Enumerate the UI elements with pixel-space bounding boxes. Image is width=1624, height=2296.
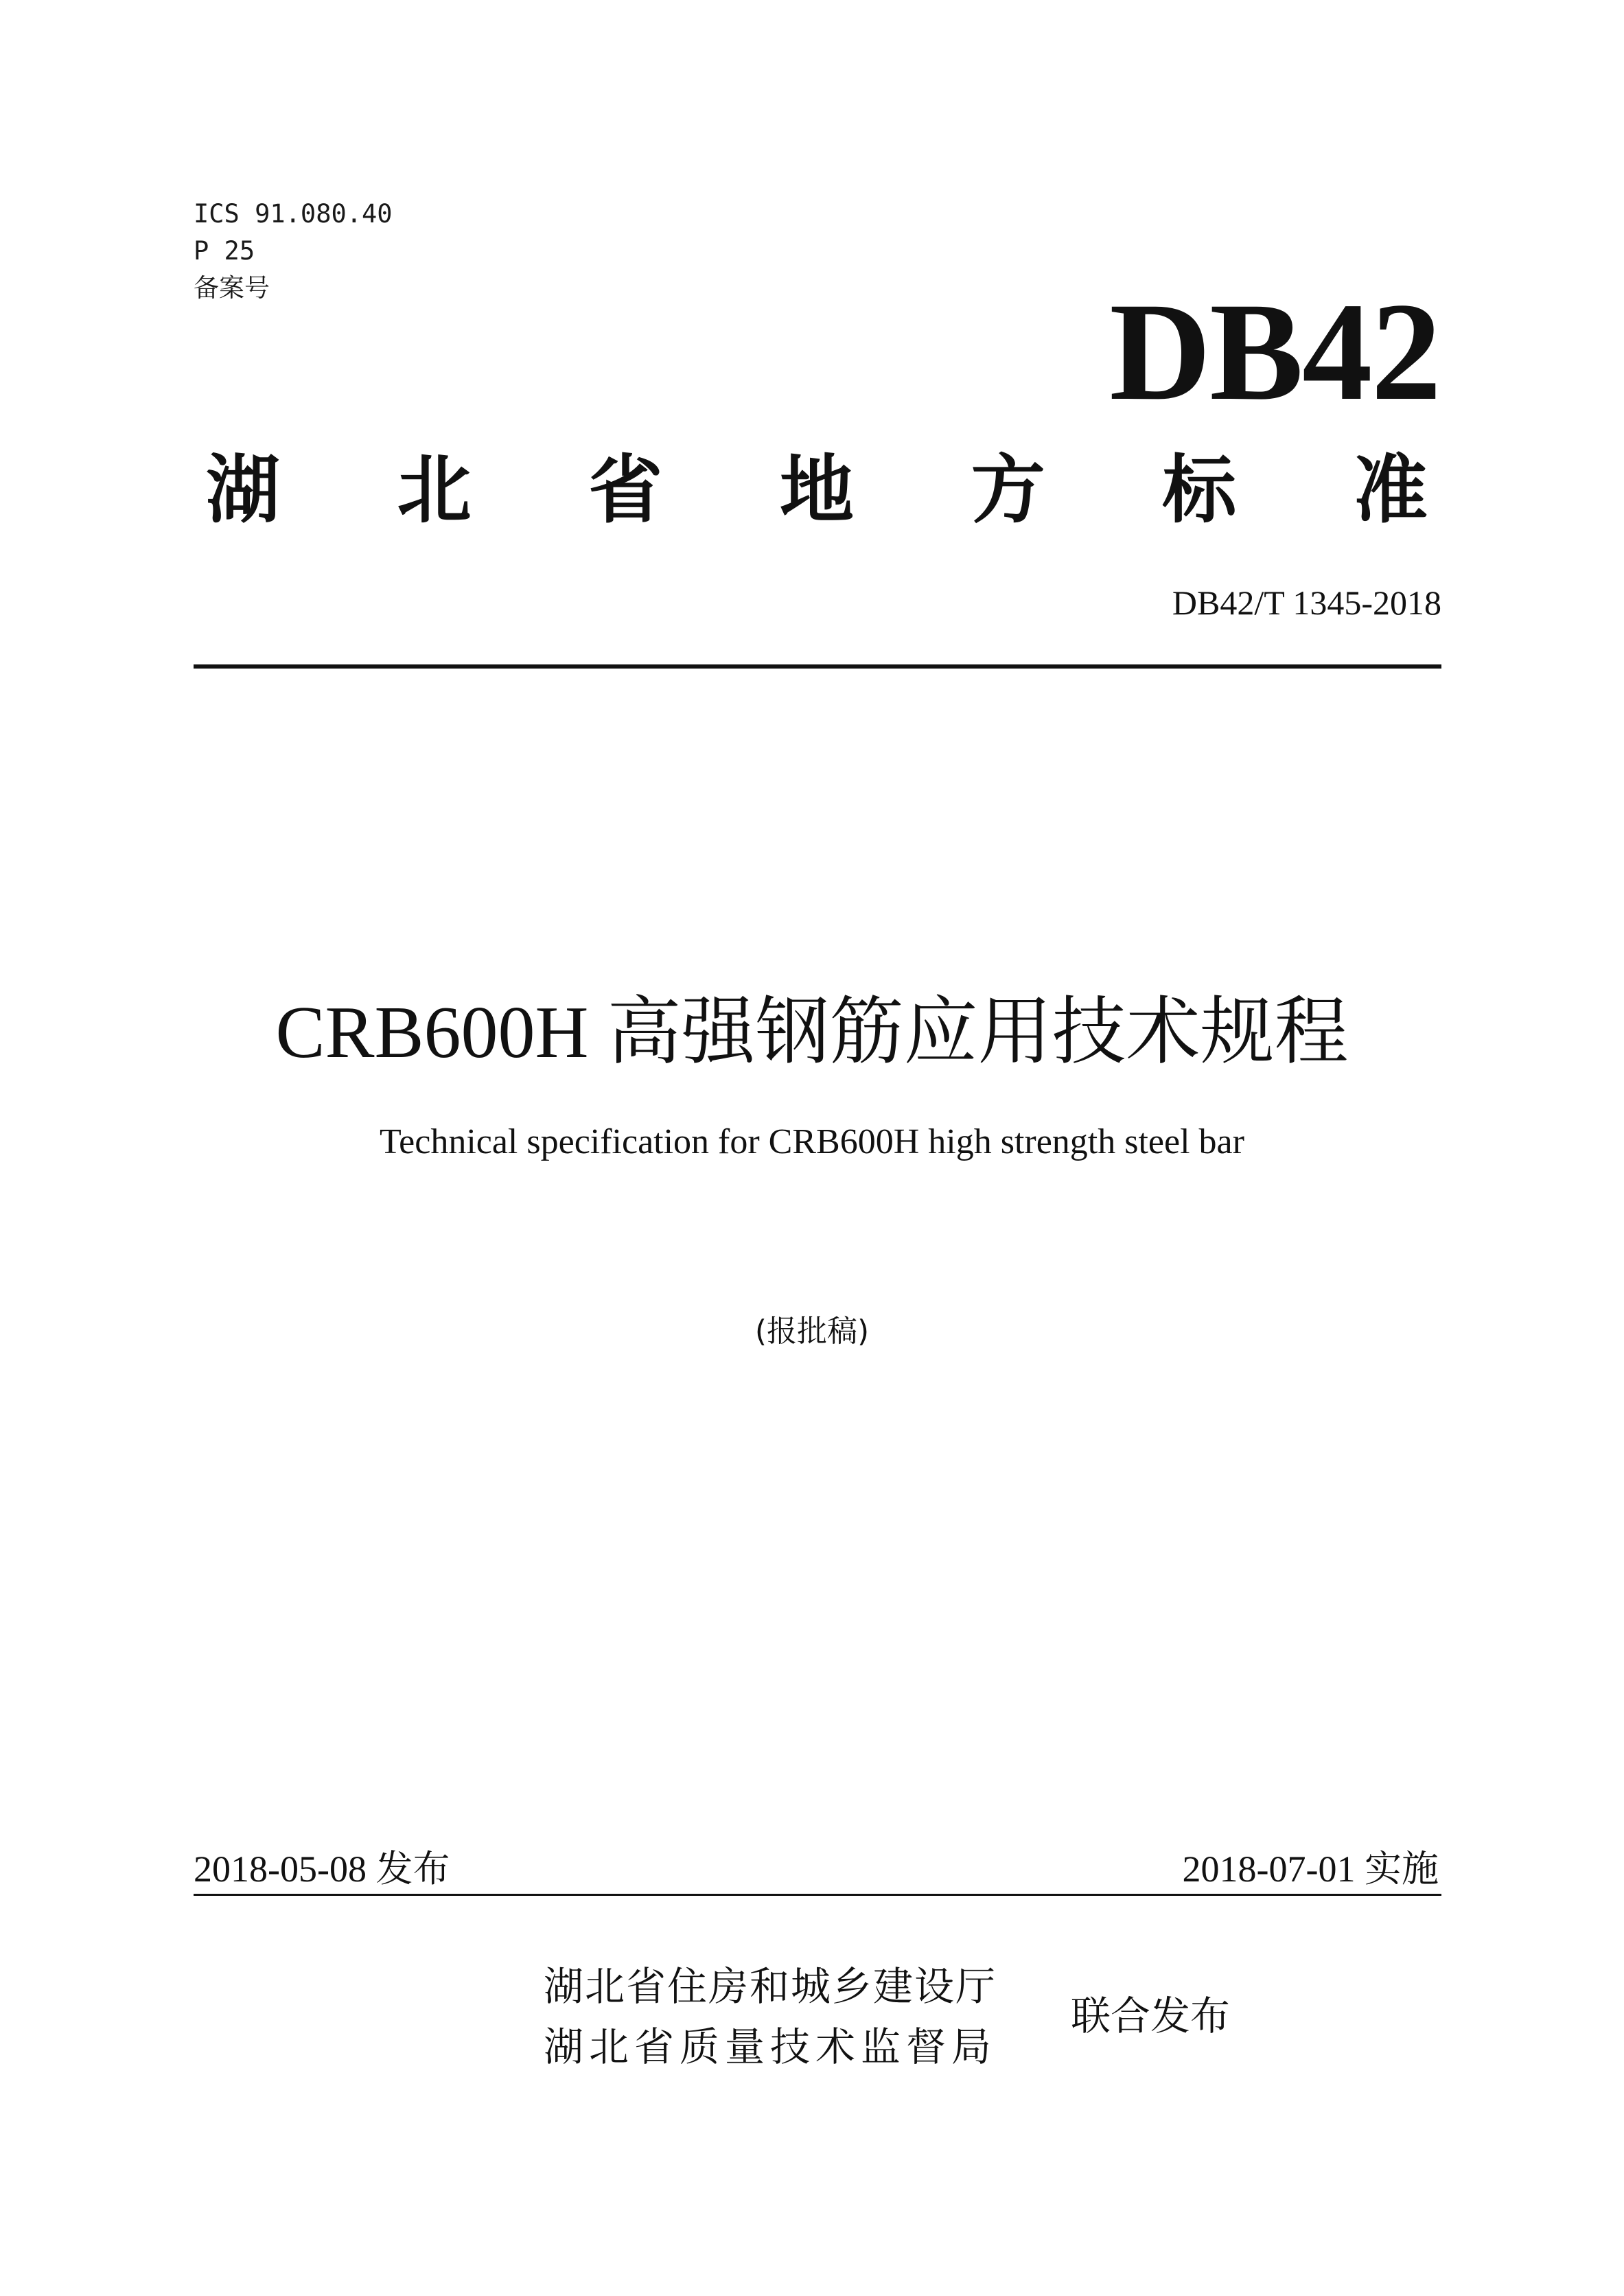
issuing-authorities (544, 1956, 997, 2077)
issue-date: 2018-05-08 发布 (194, 1848, 450, 1890)
ccs-code: P 25 (194, 236, 255, 266)
standard-type-char: 标 (1162, 448, 1237, 533)
filing-number-label: 备案号 (194, 273, 270, 303)
db-code-mark: DB42 (1109, 274, 1440, 430)
standard-type-char: 省 (588, 448, 663, 533)
standard-number: DB42/T 1345-2018 (1172, 583, 1441, 622)
standard-type-char: 地 (779, 448, 854, 533)
classification-codes (194, 196, 393, 307)
standard-type-char: 北 (397, 448, 472, 533)
implementation-date: 2018-07-01 实施 (1182, 1848, 1439, 1890)
authority-housing-dept: 湖北省住房和城乡建设厅 (544, 1963, 997, 2010)
joint-issue-label: 联合发布 (1071, 1993, 1231, 2039)
standard-type-heading (206, 439, 1428, 542)
title-chinese: CRB600H 高强钢筋应用技术规程 (275, 992, 1349, 1074)
footer-divider (194, 1894, 1441, 1896)
title-english: Technical specification for CRB600H high strength steel bar (380, 1122, 1244, 1161)
standard-type-char: 方 (971, 448, 1045, 533)
header-divider (194, 664, 1441, 669)
standard-type-char: 准 (1353, 448, 1428, 533)
draft-status: (报批稿) (754, 1314, 870, 1349)
ics-code: ICS 91.080.40 (194, 199, 393, 229)
authority-quality-bureau: 湖北省质量技术监督局 (544, 2024, 997, 2070)
standard-type-char: 湖 (206, 448, 281, 533)
